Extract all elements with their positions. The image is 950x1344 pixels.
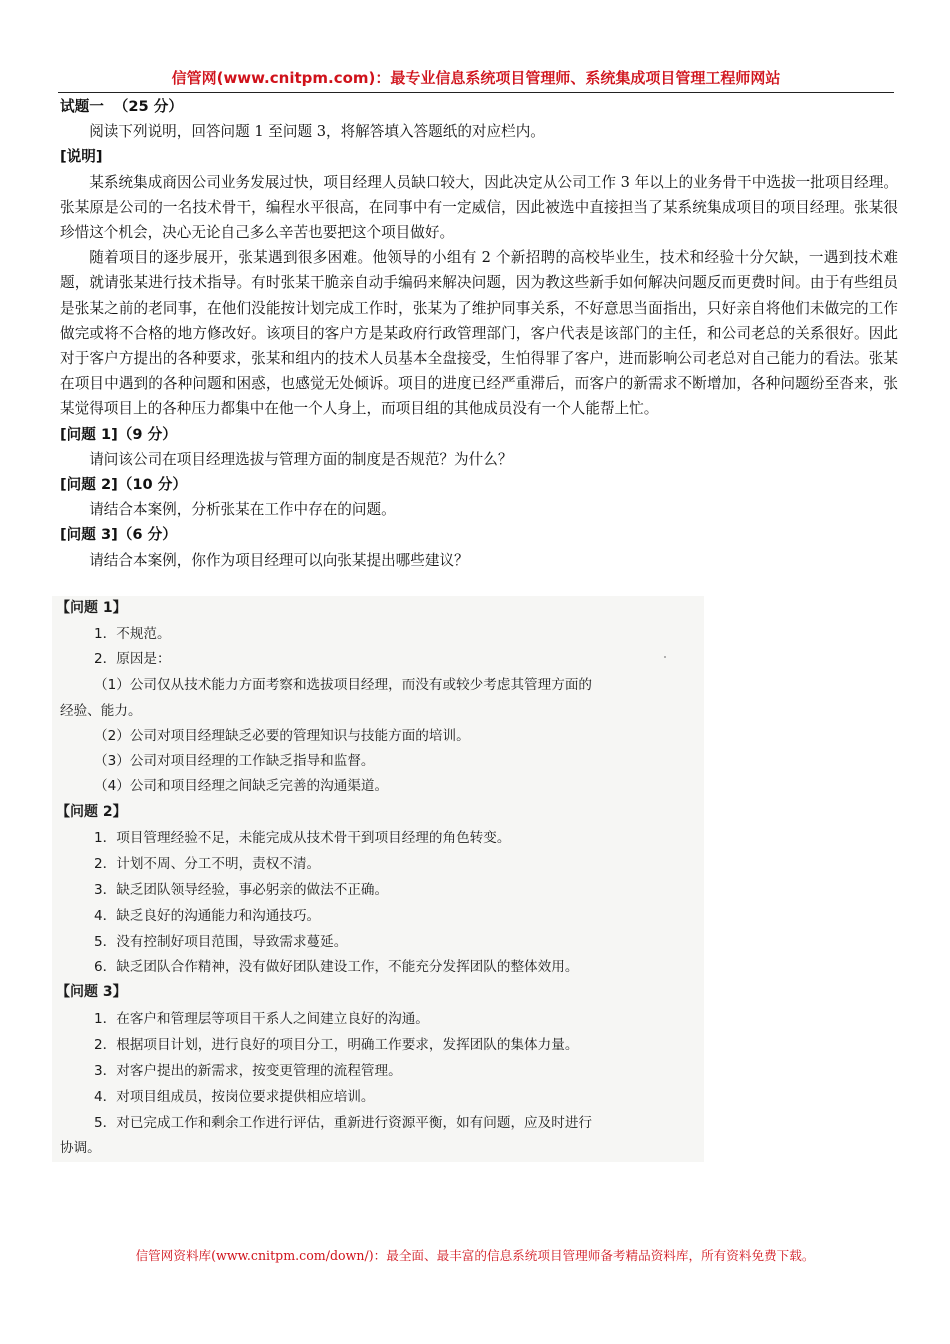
section-label: [说明] <box>60 148 103 166</box>
answer-3-item: 4．对项目组成员，按岗位要求提供相应培训。 <box>94 1089 375 1105</box>
site-footer: 信管网资料库(www.cnitpm.com/down/)：最全面、最丰富的信息系统项目管理师备考精品资料库，所有资料免费下载。 <box>135 1248 815 1263</box>
answer-1-item: （4）公司和项目经理之间缺乏完善的沟通渠道。 <box>94 778 389 794</box>
answer-2-item: 1．项目管理经验不足，未能完成从技术骨干到项目经理的角色转变。 <box>94 830 511 846</box>
header-divider <box>58 92 894 93</box>
question-2-label: [问题 2] <box>60 476 118 494</box>
answer-scan-image <box>52 596 704 1162</box>
answer-2-label: 【问题 2】 <box>56 804 127 820</box>
answer-2-item: 3．缺乏团队领导经验，事必躬亲的做法不正确。 <box>94 882 389 898</box>
answer-3-label: 【问题 3】 <box>56 984 127 1000</box>
answer-1-item: 2．原因是： <box>94 651 171 667</box>
question-2-heading <box>60 472 898 497</box>
question-2-text: 请结合本案例，分析张某在工作中存在的问题。 <box>89 501 396 519</box>
answer-2-item: 4．缺乏良好的沟通能力和沟通技巧。 <box>94 908 321 924</box>
answer-1-item-continuation: 经验、能力。 <box>60 703 142 719</box>
answer-2-item: 6．缺乏团队合作精神，没有做好团队建设工作，不能充分发挥团队的整体效用。 <box>94 959 579 975</box>
answer-3-item: 5．对已完成工作和剩余工作进行评估，重新进行资源平衡，如有问题，应及时进行 <box>94 1115 593 1131</box>
answer-3-item-continuation: 协调。 <box>60 1140 101 1156</box>
answer-2-item: 5．没有控制好项目范围，导致需求蔓延。 <box>94 934 348 950</box>
answer-1-item: 1．不规范。 <box>94 626 171 642</box>
question-body <box>60 94 898 573</box>
question-title-text: 试题一 <box>60 98 104 115</box>
answer-3-item: 3．对客户提出的新需求，按变更管理的流程管理。 <box>94 1063 402 1079</box>
question-1-score: （9 分） <box>117 425 177 443</box>
answer-1-item: （3）公司对项目经理的工作缺乏指导和监督。 <box>94 753 375 769</box>
question-2-score: （10 分） <box>117 476 187 494</box>
instruction-text: 阅读下列说明，回答问题 1 至问题 3，将解答填入答题纸的对应栏内。 <box>89 123 545 141</box>
question-1-text: 请问该公司在项目经理选拔与管理方面的制度是否规范？为什么？ <box>89 450 513 468</box>
answer-3-item: 1．在客户和管理层等项目干系人之间建立良好的沟通。 <box>94 1011 429 1027</box>
scan-speck <box>664 656 666 658</box>
case-paragraph-1: 某系统集成商因公司业务发展过快，项目经理人员缺口较大，因此决定从公司工作 3 年以上的业务骨干中选拔一批项目经理。张某原是公司的一名技术骨干，编程水平很高，在同事中有一定威信，因此被选中直接担当了某系统集成项目的项目经理。张某很珍惜这个机会，决心无论自己多么辛苦也要把这个项目做好。 <box>60 173 898 242</box>
answer-3-item: 2．根据项目计划，进行良好的项目分工，明确工作要求，发挥团队的集体力量。 <box>94 1037 579 1053</box>
question-3-heading <box>60 522 898 547</box>
case-paragraph-2: 随着项目的逐步展开，张某遇到很多困难。他领导的小组有 2 个新招聘的高校毕业生，技术和经验十分欠缺，一遇到技术难题，就请张某进行技术指导。有时张某干脆亲自动手编码来解决问题，因为教这些新手如何解决问题反而更费时间。由于有些组员是张某之前的老同事，在他们没能按计划完成工作时，张某为了维护同事关系，不好意思当面指出，只好亲自将他们未做完的工作做完或将不合格的地方修改好。该项目的客户方是某政府行政管理部门，客户代表是该部门的主任，和公司老总的关系很好。因此对于客户方提出的各种要求，张某和组内的技术人员基本全盘接受，生怕得罪了客户，进而影响公司老总对自己能力的看法。张某在项目中遇到的各种问题和困惑，也感觉无处倾诉。项目的进度已经严重滞后，而客户的新需求不断增加，各种问题纷至沓来，张某觉得项目上的各种压力都集中在他一个人身上，而项目组的其他成员没有一个人能帮上忙。 <box>60 249 898 418</box>
answer-2-item: 2．计划不周、分工不明，责权不清。 <box>94 856 321 872</box>
question-3-score: （6 分） <box>117 526 177 544</box>
answer-1-item: （1）公司仅从技术能力方面考察和选拔项目经理，而没有或较少考虑其管理方面的 <box>94 677 593 693</box>
site-header: 信管网(www.cnitpm.com)：最专业信息系统项目管理师、系统集成项目管理工程师网站 <box>171 69 781 87</box>
question-1-heading <box>60 422 898 447</box>
question-title <box>60 94 898 119</box>
answer-1-label: 【问题 1】 <box>56 600 127 616</box>
question-1-label: [问题 1] <box>60 425 118 443</box>
question-score: （25 分） <box>113 98 183 115</box>
question-3-text: 请结合本案例，你作为项目经理可以向张某提出哪些建议？ <box>89 551 469 569</box>
answer-1-item: （2）公司对项目经理缺乏必要的管理知识与技能方面的培训。 <box>94 728 470 744</box>
question-3-label: [问题 3] <box>60 526 118 544</box>
